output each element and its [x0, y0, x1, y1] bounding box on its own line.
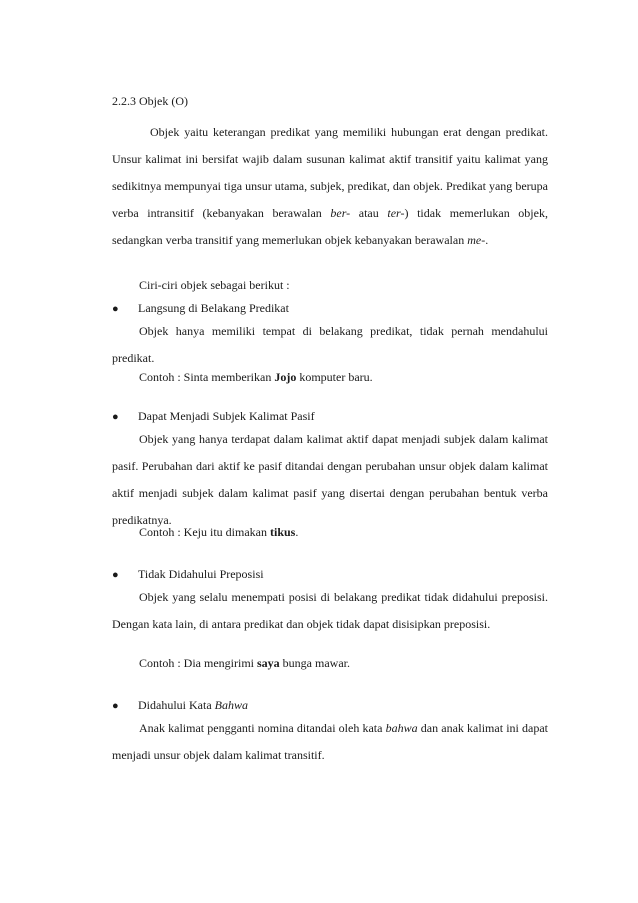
list-item-example [139, 524, 298, 540]
item-description-text: Objek yang hanya terdapat dalam kalimat aktif dapat menjadi subjek dalam kalimat pasif. Perubahan dari aktif ke pasif ditandai dengan perubahan unsur objek dalam kalimat aktif menjadi subjek dalam kalimat pasif yang disertai dengan perubahan bentuk verba predikatnya. [112, 432, 548, 527]
example-object: Jojo [274, 370, 297, 384]
list-item-title [112, 697, 248, 714]
list-item-example [139, 369, 373, 385]
list-item-title [112, 566, 264, 583]
description-part-2: dan anak kalimat ini dapat menjadi unsur objek dalam kalimat transitif. [112, 721, 548, 762]
item-description-text: Objek yang selalu menempati posisi di belakang predikat tidak didahului preposisi. Dengan kata lain, di antara predikat dan objek tidak dapat disisipkan preposisi. [112, 590, 548, 631]
example-object: saya [257, 656, 280, 670]
intro-text-part-3: ) tidak memerlukan objek, sedangkan verba transitif yang memerlukan objek kebanyakan berawalan [112, 206, 548, 247]
list-intro: Ciri-ciri objek sebagai berikut : [139, 278, 290, 292]
item-title-text: Didahului Kata [138, 698, 215, 712]
bullet-icon: ● [112, 700, 119, 712]
intro-paragraph [112, 119, 548, 254]
example-suffix: . [295, 525, 299, 539]
bullet-icon: ● [112, 303, 119, 315]
example-prefix: Contoh : Sinta memberikan [139, 370, 275, 384]
description-part-1: Anak kalimat pengganti nomina ditandai oleh kata [139, 721, 386, 735]
example-suffix: bunga mawar. [279, 656, 350, 670]
example-suffix: komputer baru. [296, 370, 373, 384]
list-item-example [139, 655, 350, 671]
list-item-description [112, 715, 548, 769]
item-title-text: Tidak Didahului Preposisi [138, 567, 264, 581]
example-prefix: Contoh : Keju itu dimakan [139, 525, 270, 539]
intro-text-part-4: . [485, 233, 489, 247]
list-item-description [112, 318, 548, 372]
intro-text [112, 119, 548, 254]
item-title-text: Dapat Menjadi Subjek Kalimat Pasif [138, 409, 315, 423]
list-item-description [112, 584, 548, 638]
intro-prefix-ter: ter- [387, 206, 405, 220]
item-description-text: Objek hanya memiliki tempat di belakang predikat, tidak pernah mendahului predikat. [112, 324, 548, 365]
description-italic: bahwa [385, 721, 418, 735]
item-title-text: Langsung di Belakang Predikat [138, 301, 289, 315]
list-item-title [112, 408, 315, 425]
example-prefix: Contoh : Dia mengirimi [139, 656, 257, 670]
bullet-icon: ● [112, 569, 119, 581]
intro-text-part-2: atau [350, 206, 388, 220]
item-description-text [112, 715, 548, 769]
example-object: tikus [270, 525, 296, 539]
section-heading: 2.2.3 Objek (O) [112, 94, 188, 108]
intro-prefix-ber: ber- [330, 206, 351, 220]
intro-text-part-1: Objek yaitu keterangan predikat yang memiliki hubungan erat dengan predikat. Unsur kalimat ini bersifat wajib dalam susunan kalimat aktif transitif yaitu kalimat yang sedikitnya mempunyai tiga unsur utama, subjek, predikat, dan objek. Predikat yang berupa verba intransitif (kebanyakan berawalan [112, 125, 548, 220]
bullet-icon: ● [112, 411, 119, 423]
intro-prefix-me: me- [467, 233, 486, 247]
list-item-description [112, 426, 548, 534]
list-item-title [112, 300, 289, 317]
item-title-italic: Bahwa [214, 698, 248, 712]
